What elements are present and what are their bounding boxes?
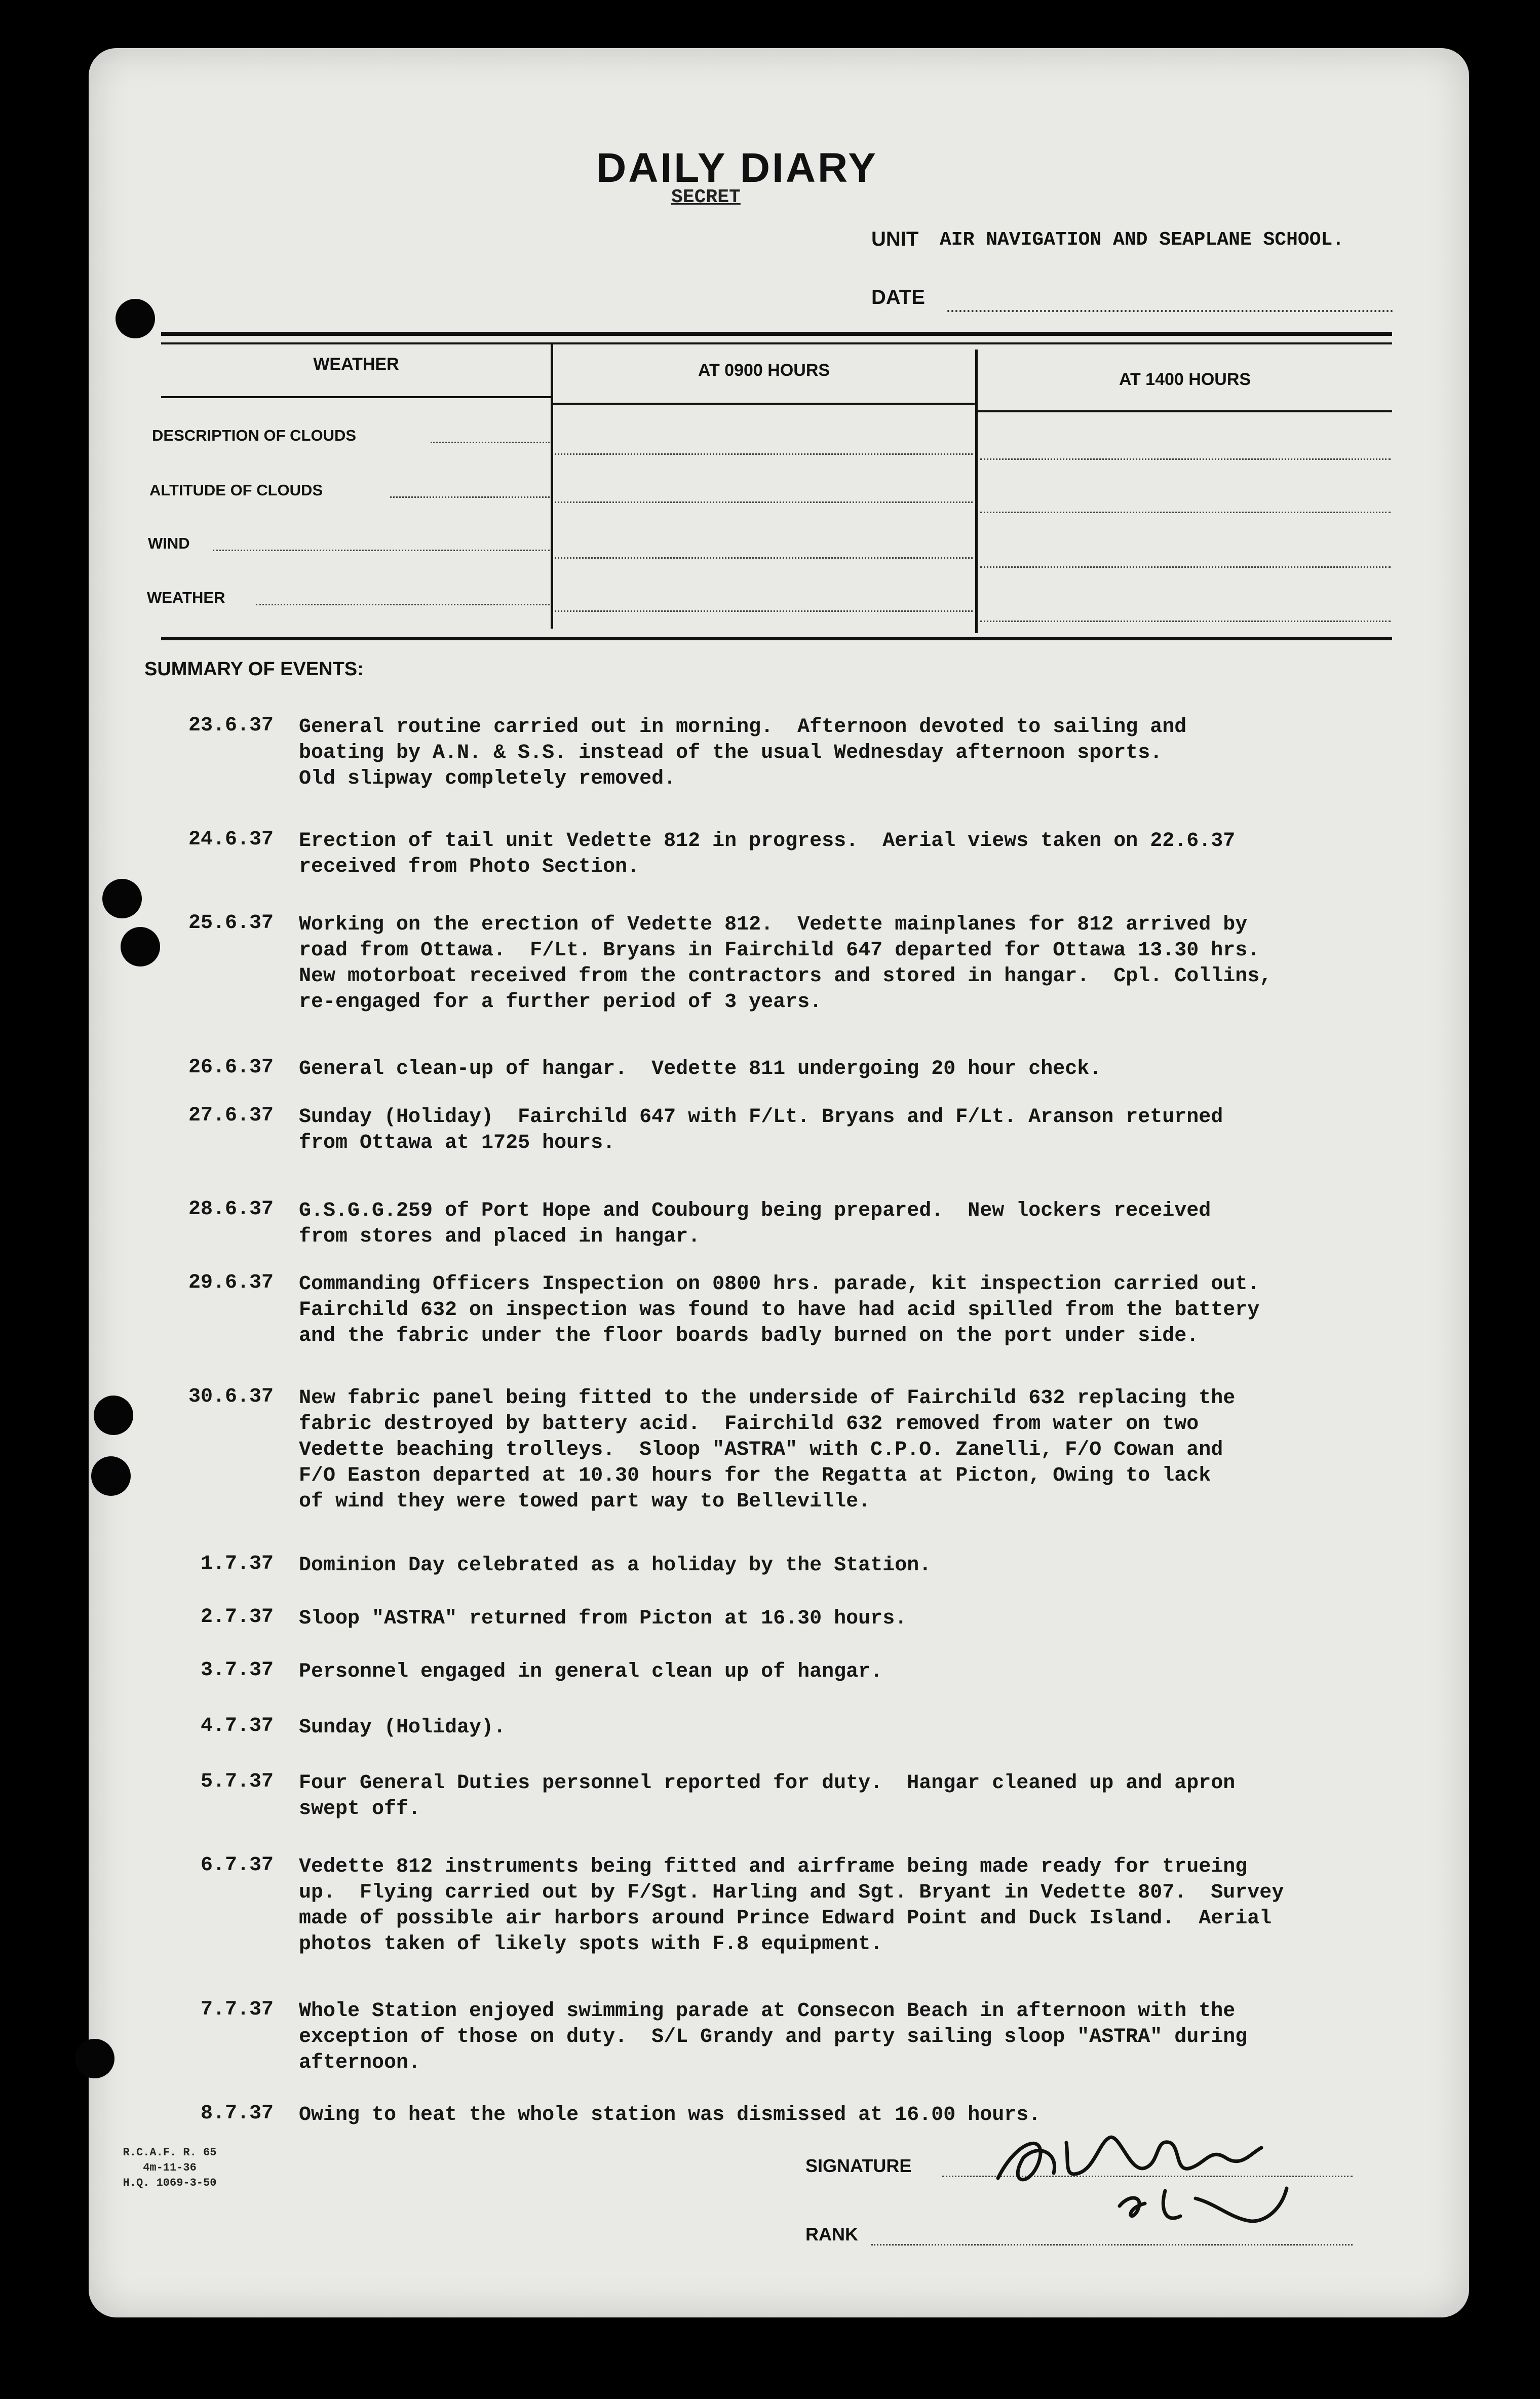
rank-line (871, 2244, 1353, 2246)
entry-line: from Ottawa at 1725 hours. (299, 1132, 615, 1154)
entry-line: General clean-up of hangar. Vedette 811 undergoing 20 hour check. (299, 1058, 1102, 1080)
entry-line: road from Ottawa. F/Lt. Bryans in Fairchild 647 departed for Ottawa 13.30 hrs. (299, 939, 1260, 962)
entry-line: Commanding Officers Inspection on 0800 hrs. parade, kit inspection carried out. (299, 1273, 1260, 1296)
entry-line: G.S.G.G.259 of Port Hope and Coubourg being prepared. New lockers received (299, 1200, 1211, 1222)
form-print-code: 4m-11-36 (143, 2161, 197, 2174)
entry-line: Vedette beaching trolleys. Sloop "ASTRA" with C.P.O. Zanelli, F/O Cowan and (299, 1439, 1223, 1461)
entry-text (299, 1715, 1408, 1740)
entry-date: 24.6.37 (188, 828, 274, 851)
entry-date: 26.6.37 (188, 1056, 274, 1079)
entry-line: up. Flying carried out by F/Sgt. Harling and Sgt. Bryant in Vedette 807. Survey (299, 1881, 1284, 1904)
entry-date: 2.7.37 (200, 1606, 274, 1629)
row-label-wind: WIND (148, 534, 190, 552)
rank-label: RANK (805, 2224, 858, 2245)
entry-line: New fabric panel being fitted to the underside of Fairchild 632 replacing the (299, 1387, 1236, 1410)
entry-date: 28.6.37 (188, 1198, 274, 1221)
entry-line: re-engaged for a further period of 3 years. (299, 991, 822, 1014)
entry-line: Personnel engaged in general clean up of hangar. (299, 1660, 883, 1683)
entry-line: swept off. (299, 1798, 421, 1821)
entry-text (299, 1056, 1408, 1082)
entry-line: Sunday (Holiday). (299, 1716, 506, 1739)
form-hq-code: H.Q. 1069-3-50 (123, 2177, 217, 2189)
entry-date: 30.6.37 (188, 1385, 274, 1408)
weather-column-header: WEATHER (313, 355, 399, 374)
entry-text (299, 1104, 1408, 1156)
summary-heading: SUMMARY OF EVENTS: (144, 659, 364, 680)
unit-label: UNIT (871, 228, 919, 250)
entry-text (299, 1659, 1408, 1685)
entry-date: 23.6.37 (188, 714, 274, 737)
entry-date: 25.6.37 (188, 912, 274, 935)
date-field-line (947, 310, 1393, 312)
row-label-description-of-clouds: DESCRIPTION OF CLOUDS (152, 427, 357, 444)
row-dotline (256, 604, 550, 605)
row-dotline (390, 496, 550, 498)
punch-hole (115, 299, 155, 338)
header-underline (161, 396, 551, 398)
entry-date: 3.7.37 (200, 1659, 274, 1682)
entry-line: Whole Station enjoyed swimming parade at Consecon Beach in afternoon with the (299, 2000, 1236, 2023)
header-underline (553, 403, 975, 405)
entry-line: F/O Easton departed at 10.30 hours for the Regatta at Picton, Owing to lack (299, 1464, 1211, 1487)
row-dotline (555, 610, 973, 612)
entry-line: Old slipway completely removed. (299, 767, 676, 790)
entry-date: 4.7.37 (200, 1715, 274, 1737)
0900-column-header: AT 0900 HOURS (698, 361, 830, 380)
entry-date: 7.7.37 (200, 1998, 274, 2021)
entry-line: General routine carried out in morning. Afternoon devoted to sailing and (299, 716, 1187, 739)
entry-line: and the fabric under the floor boards badly burned on the port under side. (299, 1325, 1199, 1347)
unit-value: AIR NAVIGATION AND SEAPLANE SCHOOL. (940, 229, 1344, 251)
entry-line: fabric destroyed by battery acid. Fairchild 632 removed from water on two (299, 1413, 1199, 1436)
entry-line: boating by A.N. & S.S. instead of the usual Wednesday afternoon sports. (299, 742, 1163, 764)
row-dotline (980, 458, 1391, 460)
table-bottom-rule (161, 637, 1392, 640)
entry-line: Vedette 812 instruments being fitted and airframe being made ready for trueing (299, 1855, 1248, 1878)
entry-date: 29.6.37 (188, 1271, 274, 1294)
entry-line: Sunday (Holiday) Fairchild 647 with F/Lt. Bryans and F/Lt. Aranson returned (299, 1106, 1223, 1129)
punch-hole (94, 1396, 133, 1435)
row-dotline (555, 453, 973, 455)
classification-label: SECRET (671, 186, 741, 208)
entry-text (299, 1385, 1408, 1515)
entry-line: exception of those on duty. S/L Grandy and party sailing sloop "ASTRA" during (299, 2026, 1248, 2048)
entry-date: 5.7.37 (200, 1770, 274, 1793)
entry-line: from stores and placed in hangar. (299, 1225, 701, 1248)
entry-text (299, 828, 1408, 880)
row-dotline (431, 442, 550, 443)
entry-date: 8.7.37 (200, 2102, 274, 2125)
entry-date: 27.6.37 (188, 1104, 274, 1127)
entry-line: Dominion Day celebrated as a holiday by the Station. (299, 1554, 932, 1577)
entry-line: Sloop "ASTRA" returned from Picton at 16.30 hours. (299, 1607, 907, 1630)
signature-label: SIGNATURE (805, 2155, 912, 2176)
entry-line: Erection of tail unit Vedette 812 in progress. Aerial views taken on 22.6.37 (299, 830, 1236, 853)
table-top-rule (161, 332, 1392, 336)
punch-hole (75, 2039, 114, 2078)
row-dotline (980, 621, 1391, 622)
row-label-weather: WEATHER (147, 589, 225, 606)
entry-line: of wind they were towed part way to Belleville. (299, 1490, 871, 1513)
entry-line: made of possible air harbors around Prince Edward Point and Duck Island. Aerial (299, 1907, 1272, 1930)
entry-text (299, 1271, 1408, 1349)
entry-date: 6.7.37 (200, 1854, 274, 1877)
punch-hole (91, 1456, 131, 1496)
handwritten-signature (978, 2107, 1332, 2234)
table-divider (975, 350, 978, 633)
table-top-rule-thin (161, 342, 1392, 344)
entry-text (299, 1998, 1408, 2076)
header-underline (978, 410, 1392, 412)
entry-line: photos taken of likely spots with F.8 equipment. (299, 1933, 883, 1956)
entry-line: afternoon. (299, 2052, 421, 2074)
entry-date: 1.7.37 (200, 1553, 274, 1575)
row-dotline (980, 566, 1391, 568)
row-dotline (980, 512, 1391, 513)
entry-line: received from Photo Section. (299, 856, 640, 878)
entry-text (299, 714, 1408, 792)
entry-text (299, 1854, 1408, 1957)
page-title: DAILY DIARY (596, 145, 878, 191)
date-label: DATE (871, 286, 925, 308)
table-divider (551, 342, 553, 629)
entry-line: New motorboat received from the contractors and stored in hangar. Cpl. Collins, (299, 965, 1272, 988)
entry-text (299, 1606, 1408, 1632)
entry-text (299, 912, 1408, 1015)
row-dotline (555, 557, 973, 559)
entry-text (299, 1553, 1408, 1578)
entry-text (299, 1770, 1408, 1822)
entry-line: Working on the erection of Vedette 812. Vedette mainplanes for 812 arrived by (299, 913, 1248, 936)
entry-line: Four General Duties personnel reported for duty. Hangar cleaned up and apron (299, 1772, 1236, 1795)
punch-hole (102, 879, 142, 918)
row-label-altitude-of-clouds: ALTITUDE OF CLOUDS (149, 481, 323, 499)
entry-line: Owing to heat the whole station was dismissed at 16.00 hours. (299, 2104, 1041, 2126)
row-dotline (555, 501, 973, 503)
form-number: R.C.A.F. R. 65 (123, 2146, 217, 2159)
entry-line: Fairchild 632 on inspection was found to have had acid spilled from the battery (299, 1299, 1260, 1322)
row-dotline (213, 550, 550, 551)
1400-column-header: AT 1400 HOURS (1119, 370, 1251, 389)
entry-text (299, 1198, 1408, 1250)
